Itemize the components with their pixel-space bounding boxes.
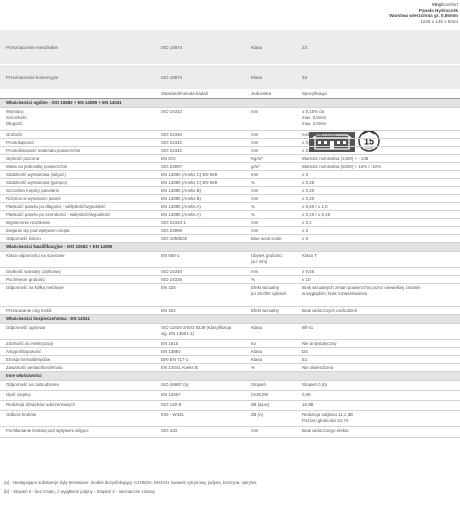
cell-spec [302, 285, 421, 297]
cell-norm: ISO 26987 (a) [161, 381, 189, 387]
cell-spec: DS [302, 348, 309, 354]
cell-label: Płaskość panelu po szerokości - wklęsłość/wypukłość [6, 211, 111, 217]
table-row [0, 211, 460, 219]
cell-unit [251, 253, 282, 265]
cell-norm: EN 14080 (Aneks C) EN 669 [161, 179, 218, 185]
cell-unit: Klasa [251, 348, 262, 354]
table-row [0, 252, 460, 268]
cell-line: ISO 11925-2/ISO 9239 (Klasyfikacja [161, 324, 232, 330]
cell-spec: Wartość nominalna (1400) + - 149 [302, 155, 369, 161]
cell-line: Brak wizualnych zmian powierzchni przez niewielkiej zmianie [302, 284, 421, 290]
cell-label: Zwijanie się pod wpływem ciepła [6, 227, 70, 233]
usage-label: Przeznaczenie komercyjne [6, 75, 59, 80]
table-row [0, 147, 460, 155]
cell-norm: ISO 24346 [161, 131, 182, 137]
cell-label: Stabilność wymiarowa (gorąco) [6, 179, 68, 185]
product-line-wear-layer: Warstwa wierzchnia gr. 0,55mm [389, 13, 458, 19]
svg-text:YEARS: YEARS [364, 147, 374, 151]
cell-label: Inne właściwości [6, 373, 42, 378]
cell-label: Giętkość warstwy użytkowej [6, 268, 61, 274]
cell-spec: ≤ 10 [302, 276, 311, 282]
product-line-dimensions: 1225 x 145 x 6mm [420, 18, 458, 24]
usage-label: Przeznaczenie mieszkalne [6, 45, 58, 50]
footnotes [4, 478, 454, 496]
cell-norm: DIN EN 717-1 [161, 356, 189, 362]
cell-label: Odporność na kółka meblowe [6, 284, 64, 290]
cell-line: Długość: [6, 120, 24, 126]
table-row [0, 219, 460, 227]
cell-unit: Blue wool scale [251, 235, 282, 241]
cell-label: Odbicie kroków [6, 411, 37, 417]
cell-unit: dB (ΔLw) [251, 401, 270, 407]
cell-norm: EN 660-1 [161, 252, 180, 258]
usage-class-label: Klasa [251, 75, 262, 80]
cell-unit: mm [251, 147, 259, 153]
cell-label: Szczelina między panelami [6, 187, 59, 193]
cell-label: Antypoślizgowość [6, 348, 41, 354]
cell-unit: % [251, 276, 255, 282]
table-row [0, 108, 460, 131]
cell-label: Masa na jednostkę powierzchni [6, 163, 68, 169]
column-unit: Jednostka [251, 91, 272, 96]
usage-norm: ISO 10874 [161, 75, 182, 80]
cell-spec: ≤ 3 [302, 171, 309, 177]
cell-line: Poziom głośności 51,74 [302, 417, 349, 423]
cell-unit: mm [251, 171, 259, 177]
cell-norm: ISO 24342 [161, 147, 182, 153]
cell-label: Emisja formaldehydów [6, 356, 51, 362]
table-row [0, 163, 460, 171]
product-line-name: Panela Hydrocork [418, 7, 458, 13]
cell-unit: mm [251, 139, 259, 145]
cell-norm: EN 12667 [161, 391, 181, 397]
cell-line: ± 0,10% do [302, 108, 325, 114]
cell-spec: 0,06 [302, 391, 311, 397]
cell-label: Stabilność wymiarowa (wilgoć) [6, 171, 66, 177]
cell-unit: % [251, 364, 255, 370]
product-line-brand-suffix: comfort [442, 2, 458, 7]
cell-label: Właściwości bezpieczeństwa - EN 14041 [6, 316, 90, 321]
cell-unit: % [251, 203, 255, 209]
table-row [0, 276, 460, 284]
cell-unit: Klasa [251, 324, 262, 330]
cell-line: Wymiary: [6, 108, 25, 114]
cell-norm: EN 1815 [161, 340, 179, 346]
cell-spec: Wartość nominalna (8400) + 13% / -10% [302, 163, 382, 169]
usage-class-value: 23 [302, 45, 307, 50]
cell-norm: EN 14085 (Aneks B) [161, 187, 202, 193]
cell-norm: EN 672 [161, 155, 176, 161]
footnote-a: (a) - Następujące substancje były testowane: środek dezynfekujący, C2H5OH, NH4OH, kwasek cytrynowy, jodyna, benzyna, spirytus [4, 480, 257, 485]
cell-line: po 25.000 cyklach [251, 290, 287, 296]
cell-unit: Kv [251, 340, 257, 346]
cell-line: max. 0,5mm [302, 114, 327, 120]
column-header [0, 90, 460, 99]
cell-norm: ISO 24340 [161, 268, 182, 274]
cell-unit: mm [251, 227, 259, 233]
cell-spec: Stopień 0 (b) [302, 381, 328, 387]
cell-line: Szerokość: [6, 114, 28, 120]
section-header [0, 243, 460, 252]
table-row [0, 391, 460, 401]
table-row [0, 171, 460, 179]
table-row [0, 401, 460, 411]
cell-norm: EN 14085 (Aneks B) [161, 195, 202, 201]
cell-unit: mm [251, 131, 259, 137]
table-row [0, 195, 460, 203]
cell-spec: Klasa T [302, 252, 317, 258]
cell-norm: ISO 24343-1 [161, 219, 186, 225]
table-row [0, 324, 460, 340]
cell-unit: % [251, 179, 255, 185]
cell-norm: EN 13893 [161, 348, 181, 354]
cell-spec: Nie stwierdzono [302, 364, 334, 370]
cell-unit: mm [251, 187, 259, 193]
cell-label [6, 109, 28, 127]
cell-spec: ≤ 0,20 [302, 187, 315, 193]
usage-norm: ISO 10874 [161, 45, 182, 50]
cell-label: Opór cieplny [6, 391, 31, 397]
cell-label: Zawartość pentachlorofenolu [6, 364, 63, 370]
cell-norm: ISO 105/BO2 [161, 235, 188, 241]
cell-line: Ubytek grubości [251, 252, 283, 258]
cell-norm: EN 424 [161, 307, 176, 313]
class-badge-number: 15 [363, 136, 375, 147]
cell-label: Właściwości kwalifikacyjne - ISO 10582 + EN 14085 [6, 244, 113, 249]
usage-class-label: Klasa [251, 45, 262, 50]
cell-label: Gęstość pozorna [6, 155, 40, 161]
cell-spec: ≤ 0,50 [302, 139, 315, 145]
cell-norm: ISO 24342 [161, 108, 182, 114]
cell-label: Puchnięcie grubości [6, 276, 46, 282]
cell-unit: g/m² [251, 163, 260, 169]
table-row [0, 203, 460, 211]
cell-spec: 16 dB [302, 401, 314, 407]
cell-norm: EN 14041 Aneks B [161, 364, 198, 370]
cell-unit: mm [251, 195, 259, 201]
cell-unit: mm [251, 219, 259, 225]
usage-class-value: 33 [302, 75, 307, 80]
cell-label: Odporność koloru [6, 235, 41, 241]
table-row [0, 155, 460, 163]
table-row [0, 340, 460, 348]
table-row [0, 348, 460, 356]
cell-line: (Δ l mm) [251, 258, 268, 264]
table-row [0, 136, 460, 147]
cell-label: Prostokątność [6, 139, 34, 145]
table-row [0, 131, 460, 139]
cell-label: Różnica w wysokości paneli [6, 195, 61, 201]
cell-unit [251, 285, 286, 297]
table-row [0, 307, 460, 315]
cell-norm: ISO 23997 [161, 163, 182, 169]
cell-spec: ≤ 0,20 [302, 195, 315, 201]
cell-unit: mm [251, 268, 259, 274]
cell-label: Przesuwanie nóg mebli [6, 307, 52, 313]
cell-label: Odporność ogniowa [6, 324, 46, 330]
table-row [0, 284, 460, 307]
cell-label: Prostoliniowość materiału powierzchni [6, 147, 81, 153]
cell-spec: Nie antystatyczny [302, 340, 337, 346]
table-row [0, 364, 460, 372]
table-row [0, 356, 460, 364]
table-row [0, 179, 460, 187]
cell-label: Zdolność do elektryzacji [6, 340, 53, 346]
column-spec: Specyfikacja [302, 91, 327, 96]
cell-norm: ISO 23999 [161, 227, 182, 233]
cell-unit: Efekt wizualny [251, 307, 280, 313]
cell-spec: ≤ 0,25 [302, 179, 315, 185]
cell-label: Klasa odporności na ścieranie [6, 252, 65, 258]
cell-unit: mm [251, 108, 259, 114]
cell-label: Płaskość panelu po długości - wklęsłość/wypukłość [6, 203, 106, 209]
table-row [0, 268, 460, 276]
section-header [0, 99, 460, 108]
cell-unit: mm [251, 427, 259, 433]
cell-spec: Bfl-s1 [302, 324, 314, 330]
cell-spec: ≤ 2 [302, 227, 309, 233]
cell-norm: EN 14085 (Aneks A) [161, 211, 201, 217]
table-row [0, 187, 460, 195]
section-header [0, 372, 460, 381]
cell-norm: ISO 24342 [161, 139, 182, 145]
table-row [0, 427, 460, 438]
column-norm: Standard/metoda badań [161, 91, 209, 96]
table-row [0, 235, 460, 243]
table-row [0, 411, 460, 427]
cell-spec [302, 412, 353, 424]
cell-line: Redukcja odgłosu 11,1 dB [302, 411, 353, 417]
cell-label: Redukcja dźwięków uderzeniowych [6, 401, 76, 407]
cell-spec: Brak widocznych uszkodzeń [302, 307, 358, 313]
cell-norm: EN 14080 (Aneks C) EN 669 [161, 171, 218, 177]
cell-spec: ≤ 0,10 / ≤ 0,15 [302, 211, 331, 217]
spec-table [0, 99, 460, 438]
cell-spec: ≤ 0,30 [302, 147, 315, 153]
cell-label: Pochłanianie kroków pod wpływem wilgoci [6, 427, 89, 433]
cell-norm: ISO 140-8 [161, 401, 182, 407]
cell-spec: ≤ 0,1 [302, 219, 312, 225]
cell-line: max. 2,0mm [302, 120, 327, 126]
cell-spec [302, 109, 326, 127]
cell-norm [161, 325, 231, 337]
cell-unit: Stopień [251, 381, 266, 387]
product-line-brand: Vinyl [431, 2, 443, 7]
cell-unit: % [251, 211, 255, 217]
cell-norm: EN 14085 (Aneks A) [161, 203, 201, 209]
cell-spec: ≥ 6 [302, 235, 309, 241]
cell-spec: Brak widocznego efektu [302, 427, 349, 433]
cell-unit: dB (A) [251, 411, 264, 417]
table-row [0, 381, 460, 391]
cell-spec: ≥ 0,55 [302, 268, 315, 274]
cell-label: Właściwości ogólne - ISO 10582 + EN 14085 + EN 14041 [6, 100, 122, 105]
cell-line: Efekt wizualny [251, 284, 280, 290]
cell-label: Wgniecenie resztkowe [6, 219, 50, 225]
section-header [0, 315, 460, 324]
footnote-b: (b) - Stopień 0 - bez zmian, z wyjątkiem jodyny - Stopień 2 - nieznaczne zmiany [4, 489, 156, 494]
cell-unit: (m2K)/W [251, 391, 269, 397]
product-title [360, 2, 458, 24]
cell-norm: EN 425 [161, 284, 176, 290]
cell-spec: ≤ 0,50 / ≤ 1,0 [302, 203, 328, 209]
cell-line: wg. EN 13501-1) [161, 330, 194, 336]
cell-spec: E1 [302, 356, 308, 362]
cell-unit: Kg/m³ [251, 155, 263, 161]
cell-label: Odporność na zabrudzenia [6, 381, 59, 387]
cell-line: w wyglądzie; brak rozwarstwienia [302, 290, 367, 296]
cell-norm: ISO 433 [161, 427, 178, 433]
table-row [0, 227, 460, 235]
cell-label: Grubość [6, 131, 23, 137]
cell-norm: ISO 24336 [161, 276, 182, 282]
cell-spec: nominalna + 0,20 [302, 131, 336, 137]
usage-row-residential [0, 30, 460, 64]
cell-unit: Klasa [251, 356, 262, 362]
cell-norm: IHD - W431 [161, 411, 184, 417]
